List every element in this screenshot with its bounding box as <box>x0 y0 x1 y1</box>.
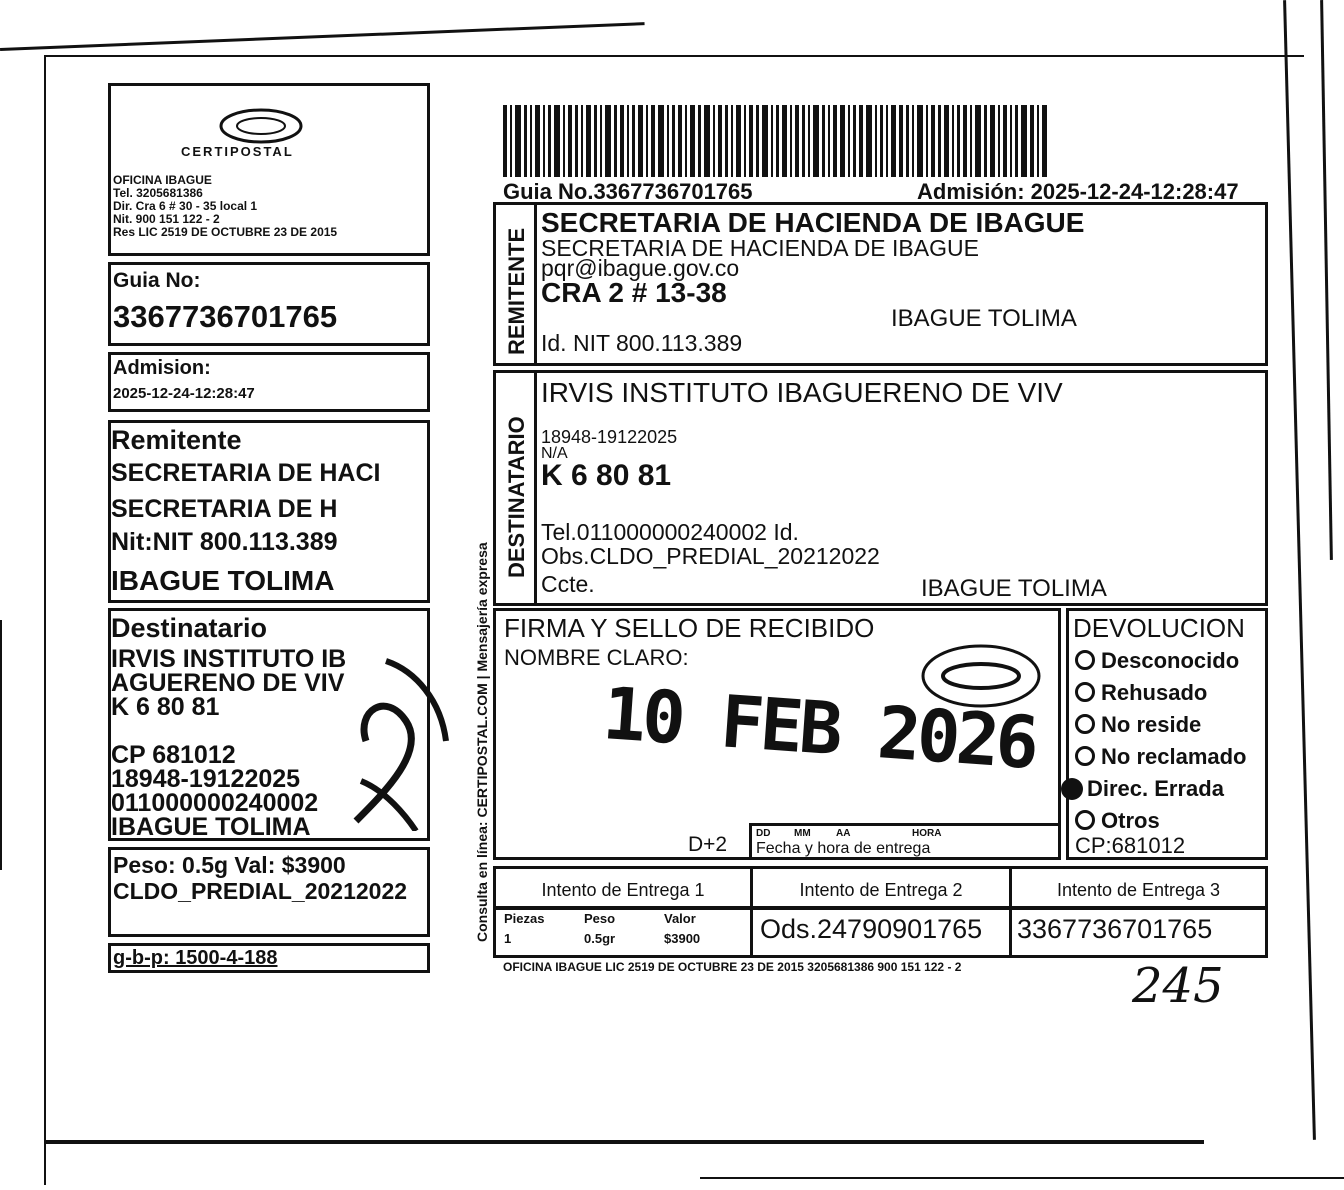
dest-tel: 011000000240002 <box>111 789 319 817</box>
piezas-value: 1 <box>504 931 512 946</box>
rem-id: Id. NIT 800.113.389 <box>541 330 743 356</box>
main-admision: Admisión: 2025-12-24-12:28:47 <box>917 179 1239 204</box>
dev-option-label: No reclamado <box>1101 744 1247 769</box>
dest-line3: K 6 80 81 <box>111 693 220 721</box>
remitente-city: IBAGUE TOLIMA <box>111 565 335 596</box>
devolucion-box <box>1066 608 1268 860</box>
main-destinatario-box <box>493 370 1268 606</box>
handwritten-245: 245 <box>1132 958 1224 1014</box>
nombre-claro: NOMBRE CLARO: <box>504 645 689 670</box>
destinatario-title: Destinatario <box>111 613 268 643</box>
peso-label: Peso <box>584 911 616 926</box>
remitente-line2: SECRETARIA DE H <box>111 495 338 523</box>
main-remitente-box <box>493 202 1268 366</box>
remitente-box <box>108 420 430 603</box>
dest-main-city: IBAGUE TOLIMA <box>921 575 1107 602</box>
scan-edge-bottom <box>44 1140 1204 1144</box>
dest-main-ccte: Ccte. <box>541 571 595 597</box>
dev-option-rehusado[interactable] <box>1075 677 1247 709</box>
fecha-box <box>749 823 1061 860</box>
intento-row <box>493 866 1268 910</box>
remitente-line1: SECRETARIA DE HACI <box>111 459 381 487</box>
radio-filled-icon[interactable] <box>1061 778 1083 800</box>
dev-option-desconocido[interactable] <box>1075 645 1247 677</box>
radio-icon[interactable] <box>1075 746 1095 766</box>
scan-edge-left <box>44 55 46 1185</box>
d-plus-2: D+2 <box>688 833 728 856</box>
devolucion-title: DEVOLUCION <box>1073 613 1245 643</box>
barcode <box>503 105 1198 177</box>
peso-value: 0.5gr <box>584 931 616 946</box>
fecha-dd: DD <box>756 828 771 839</box>
dest-cp: CP 681012 <box>111 741 236 769</box>
dest-main-line1: IRVIS INSTITUTO IBAGUERENO DE VIV <box>541 377 1063 408</box>
dev-option-no-reclamado[interactable] <box>1075 741 1247 773</box>
destinatario-box <box>108 608 430 841</box>
destinatario-tab: DESTINATARIO <box>504 416 529 578</box>
dest-line2: AGUERENO DE VIV <box>111 669 345 697</box>
piezas-label: Piezas <box>504 911 545 926</box>
scan-edge-top-inner <box>44 55 1304 57</box>
intento-2: Intento de Entrega 2 <box>799 880 963 900</box>
dev-option-label: No reside <box>1101 712 1202 737</box>
obs-line: CLDO_PREDIAL_20212022 <box>113 878 408 904</box>
guia-box <box>108 262 430 346</box>
peso-line: Peso: 0.5g Val: $3900 <box>113 852 346 878</box>
fecha-aa: AA <box>836 828 851 839</box>
fecha-hora: HORA <box>912 828 942 839</box>
radio-icon[interactable] <box>1075 714 1095 734</box>
scan-edge-bottom2 <box>700 1177 1344 1179</box>
radio-icon[interactable] <box>1075 650 1095 670</box>
valor-label: Valor <box>664 911 696 926</box>
office-nit: Nit. 900 151 122 - 2 <box>113 212 220 226</box>
logo-text: CERTIPOSTAL <box>181 144 294 159</box>
admision-box <box>108 352 430 412</box>
main-guia: Guia No.3367736701765 <box>503 179 753 204</box>
firma-title: FIRMA Y SELLO DE RECIBIDO <box>504 613 875 643</box>
office-box <box>108 83 430 256</box>
admision-value: 2025-12-24-12:28:47 <box>113 385 255 402</box>
radio-icon[interactable] <box>1075 810 1095 830</box>
dev-option-label: Rehusado <box>1101 680 1208 705</box>
valor-value: $3900 <box>664 931 701 946</box>
rem-city: IBAGUE TOLIMA <box>891 305 1077 332</box>
dest-main-ref: 18948-19122025 <box>541 427 678 447</box>
rem-addr: CRA 2 # 13-38 <box>541 277 727 308</box>
firma-box <box>493 608 1061 860</box>
scan-edge-right-outer <box>1320 0 1333 560</box>
piezas-row <box>493 906 1268 958</box>
office-tel: Tel. 3205681386 <box>113 186 203 200</box>
dest-main-tel: Tel.011000000240002 Id. <box>541 519 799 545</box>
certipostal-logo <box>181 104 341 164</box>
scan-edge-right <box>1283 0 1316 1140</box>
dev-option-label: Otros <box>1101 808 1160 833</box>
radio-icon[interactable] <box>1075 682 1095 702</box>
dest-main-addr: K 6 80 81 <box>541 459 672 492</box>
guia-bottom: 3367736701765 <box>1017 914 1213 944</box>
office-dir: Dir. Cra 6 # 30 - 35 local 1 <box>113 199 258 213</box>
peso-box <box>108 847 430 937</box>
fecha-mm: MM <box>794 828 811 839</box>
intento-3: Intento de Entrega 3 <box>1056 880 1221 900</box>
rem-line1: SECRETARIA DE HACIENDA DE IBAGUE <box>541 207 1085 238</box>
dest-main-na: N/A <box>541 445 568 462</box>
footer-line: OFICINA IBAGUE LIC 2519 DE OCTUBRE 23 DE 2015 3205681386 900 151 122 - 2 <box>503 960 962 974</box>
intento-1: Intento de Entrega 1 <box>541 880 705 900</box>
consulta-vertical: Consulta en línea: CERTIPOSTAL.COM | Mensajería expresa <box>474 542 490 942</box>
dest-line1: IRVIS INSTITUTO IB <box>111 645 347 673</box>
stamp-date: 10 FEB 2026 <box>600 671 1038 785</box>
remitente-nit: Nit:NIT 800.113.389 <box>111 528 338 556</box>
office-name: OFICINA IBAGUE <box>113 173 212 187</box>
remitente-tab: REMITENTE <box>504 227 529 355</box>
dev-option-label: Desconocido <box>1101 648 1240 673</box>
dest-ref: 18948-19122025 <box>111 765 301 793</box>
dest-main-obs: Obs.CLDO_PREDIAL_20212022 <box>541 543 880 569</box>
dev-option-direc-errada[interactable] <box>1061 773 1247 805</box>
gbp-text: g-b-p: 1500-4-188 <box>113 947 278 969</box>
remitente-title: Remitente <box>111 425 242 455</box>
fecha-label: Fecha y hora de entrega <box>756 840 931 857</box>
dev-option-no-reside[interactable] <box>1075 709 1247 741</box>
dev-option-label: Direc. Errada <box>1087 776 1224 801</box>
rem-email: pqr@ibague.gov.co <box>541 255 740 281</box>
scan-edge-left-outer <box>0 620 2 870</box>
scan-edge-top <box>0 22 645 51</box>
handwritten-mark <box>346 641 456 831</box>
guia-value: 3367736701765 <box>113 299 338 334</box>
ods-number: Ods.24790901765 <box>760 914 983 944</box>
office-res: Res LIC 2519 DE OCTUBRE 23 DE 2015 <box>113 225 338 239</box>
dest-city: IBAGUE TOLIMA <box>111 813 311 841</box>
admision-label: Admision: <box>113 357 211 379</box>
dev-cp: CP:681012 <box>1075 833 1186 858</box>
rem-line2: SECRETARIA DE HACIENDA DE IBAGUE <box>541 235 979 261</box>
guia-label: Guia No: <box>113 269 201 292</box>
gbp-box <box>108 943 430 973</box>
